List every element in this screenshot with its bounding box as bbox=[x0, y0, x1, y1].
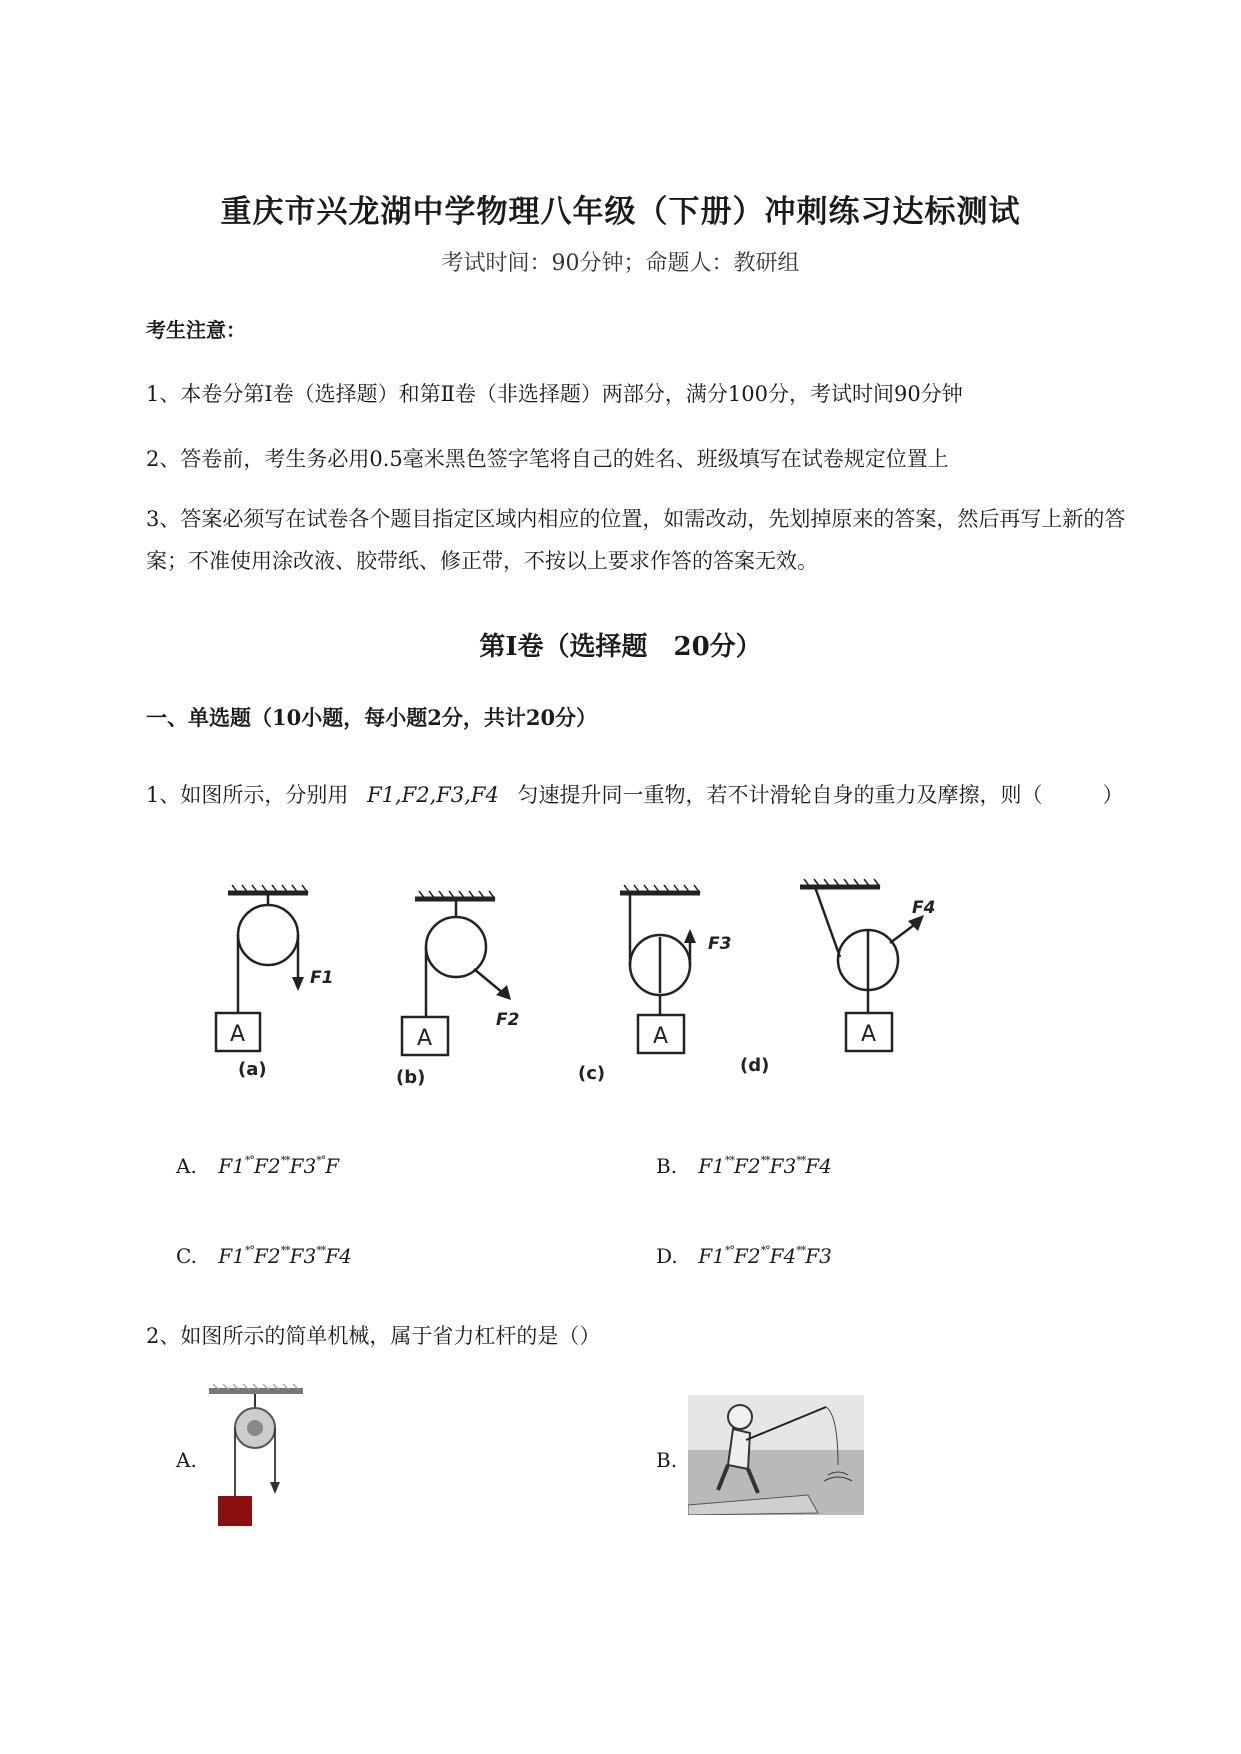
force-label-f4: F4 bbox=[912, 898, 936, 918]
section-title: 第Ⅰ卷（选择题 20分） bbox=[479, 632, 762, 662]
exam-subtitle: 考试时间：90分钟；命题人：教研组 bbox=[441, 251, 800, 276]
q2-pulley-image[interactable] bbox=[205, 1384, 305, 1530]
pulley-figure bbox=[160, 865, 960, 1090]
question-2: 2、如图所示的简单机械，属于省力杠杆的是（） bbox=[146, 1324, 601, 1348]
box-label-c: A bbox=[653, 1024, 669, 1049]
force-label-f2: F2 bbox=[496, 1010, 520, 1030]
notice-item-3: 3、答案必须写在试卷各个题目指定区域内相应的位置，如需改动，先划掉原来的答案，然后再写上新的答案；不准使用涂改液、胶带纸、修正带，不按以上要求作答的答案无效。 bbox=[146, 507, 1126, 573]
box-label-d: A bbox=[861, 1022, 877, 1047]
option-d[interactable]: D. F1*°F2*°F4**F3 bbox=[656, 1244, 832, 1268]
question-1-forces: F1,F2,F3,F4 bbox=[367, 783, 499, 807]
q2-fishing-image[interactable] bbox=[688, 1395, 864, 1515]
notice-item-1: 1、本卷分第Ⅰ卷（选择题）和第Ⅱ卷（非选择题）两部分，满分100分，考试时间90分钟 bbox=[146, 382, 963, 406]
caption-b: (b) bbox=[396, 1067, 426, 1088]
notice-item-2: 2、答卷前，考生务必用0.5毫米黑色签字笔将自己的姓名、班级填写在试卷规定位置上 bbox=[146, 447, 949, 471]
question-1-close: ） bbox=[1102, 783, 1124, 807]
question-1-suffix: 匀速提升同一重物，若不计滑轮自身的重力及摩擦，则（ bbox=[517, 783, 1043, 807]
q2-option-b-label[interactable]: B. bbox=[656, 1448, 678, 1472]
force-label-f1: F1 bbox=[310, 968, 334, 988]
box-label-b: A bbox=[417, 1026, 433, 1051]
force-label-f3: F3 bbox=[708, 934, 732, 954]
notice-heading: 考生注意： bbox=[146, 318, 246, 342]
caption-c: (c) bbox=[578, 1063, 606, 1084]
question-1 bbox=[146, 779, 1124, 809]
question-1-prefix: 1、如图所示，分别用 bbox=[146, 783, 349, 807]
option-c[interactable]: C. F1*°F2**F3**F4 bbox=[176, 1244, 352, 1268]
q2-option-a-label[interactable]: A. bbox=[176, 1448, 197, 1472]
option-b[interactable]: B. F1**F2**F3**F4 bbox=[656, 1154, 832, 1178]
caption-d: (d) bbox=[740, 1055, 770, 1076]
caption-a: (a) bbox=[238, 1059, 267, 1080]
option-a[interactable]: A. F1*°F2**F3*°F bbox=[176, 1154, 340, 1178]
box-label-a: A bbox=[230, 1022, 246, 1047]
part-title: 一、单选题（10小题，每小题2分，共计20分） bbox=[146, 705, 598, 730]
exam-title: 重庆市兴龙湖中学物理八年级（下册）冲刺练习达标测试 bbox=[220, 194, 1021, 230]
